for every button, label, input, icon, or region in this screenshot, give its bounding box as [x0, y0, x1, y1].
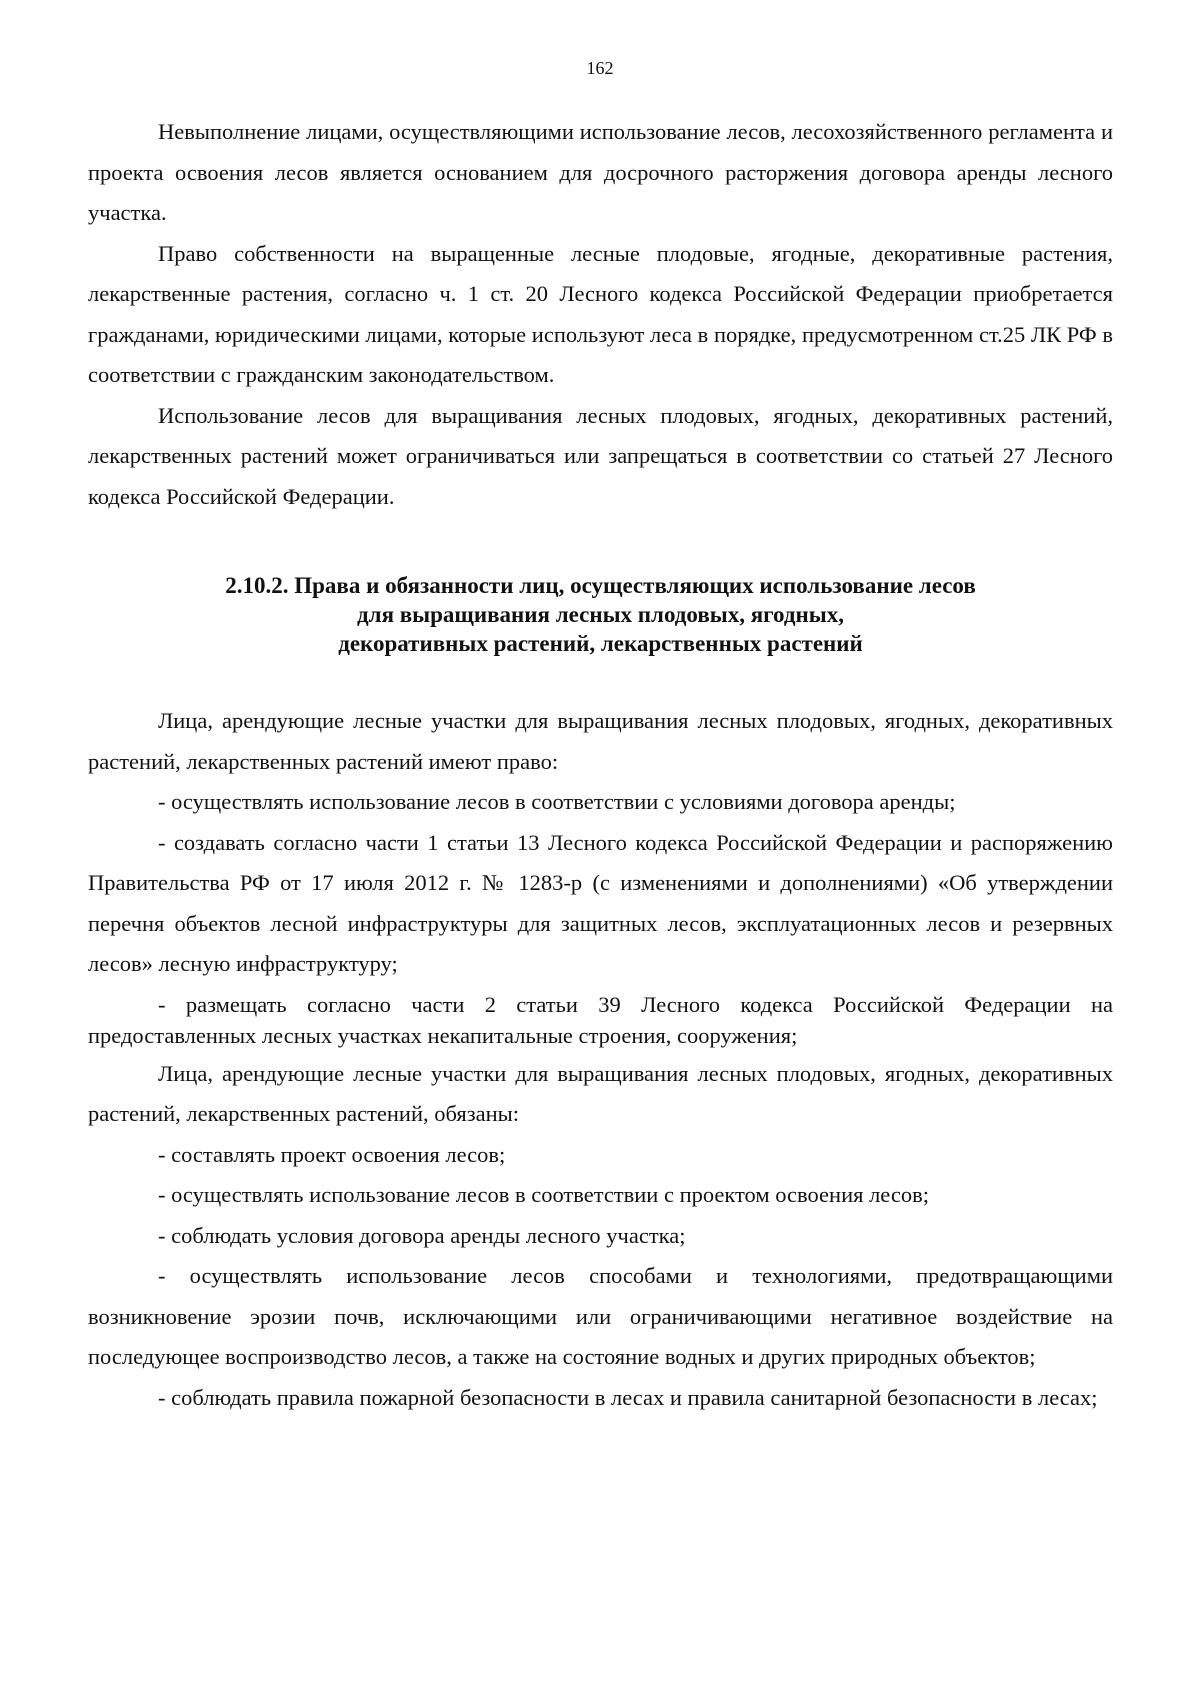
rights-intro: Лица, арендующие лесные участки для выращивания лесных плодовых, ягодных, декоративных растений, лекарственных растений имеют право: — [88, 708, 1113, 774]
section-heading-line-3: декоративных растений, лекарственных растений — [338, 631, 863, 656]
rights-item: - создавать согласно части 1 статьи 13 Лесного кодекса Российской Федерации и распоряжению Правительства РФ от 17 июля 2012 г. № 1283-р (с изменениями и дополнениями) «Об утверждении перечня объектов лесной инфраструктуры для защитных лесов, эксплуатационных лесов и резервных лесов» лесную инфраструктуру; — [88, 829, 1113, 976]
section-heading-line-2: для выращивания лесных плодовых, ягодных, — [357, 602, 844, 627]
section-heading-line-1: 2.10.2. Права и обязанности лиц, осуществляющих использование лесов — [225, 573, 976, 598]
rights-item: - осуществлять использование лесов в соответствии с условиями договора аренды; — [158, 789, 956, 814]
document-body — [88, 112, 1113, 1418]
duties-item: - осуществлять использование лесов в соответствии с проектом освоения лесов; — [158, 1182, 929, 1207]
paragraph-ownership-right: Право собственности на выращенные лесные плодовые, ягодные, декоративные растения, лекарственные растения, согласно ч. 1 ст. 20 Лесного кодекса Российской Федерации приобретается гражданами, юридическими лицами, которые используют леса в порядке, предусмотренном ст.25 ЛК РФ в соответствии с гражданским законодательством. — [88, 240, 1113, 387]
duties-intro: Лица, арендующие лесные участки для выращивания лесных плодовых, ягодных, декоративных растений, лекарственных растений, обязаны: — [88, 1060, 1113, 1126]
duties-item: - соблюдать условия договора аренды лесного участка; — [158, 1222, 686, 1248]
rights-item: - размещать согласно части 2 статьи 39 Лесного кодекса Российской Федерации на предоставленных лесных участках некапитальные строения, сооружения; — [88, 991, 1113, 1048]
section-heading — [88, 571, 1113, 658]
duties-item: - соблюдать правила пожарной безопасности в лесах и правила санитарной безопасности в лесах; — [158, 1384, 1098, 1410]
paragraph-use-restrictions: Использование лесов для выращивания лесных плодовых, ягодных, декоративных растений, лекарственных растений может ограничиваться или запрещаться в соответствии со статьей 27 Лесного кодекса Российской Федерации. — [88, 402, 1113, 509]
duties-item: - осуществлять использование лесов способами и технологиями, предотвращающими возникновение эрозии почв, исключающими или ограничивающими негативное воздействие на последующее воспроизводство лесов, а также на состояние водных и других природных объектов; — [88, 1263, 1113, 1369]
page-number: 162 — [586, 58, 614, 78]
paragraph-noncompliance: Невыполнение лицами, осуществляющими использование лесов, лесохозяйственного регламента и проекта освоения лесов является основанием для досрочного расторжения договора аренды лесного участка. — [88, 119, 1113, 225]
duties-item: - составлять проект освоения лесов; — [158, 1141, 506, 1167]
